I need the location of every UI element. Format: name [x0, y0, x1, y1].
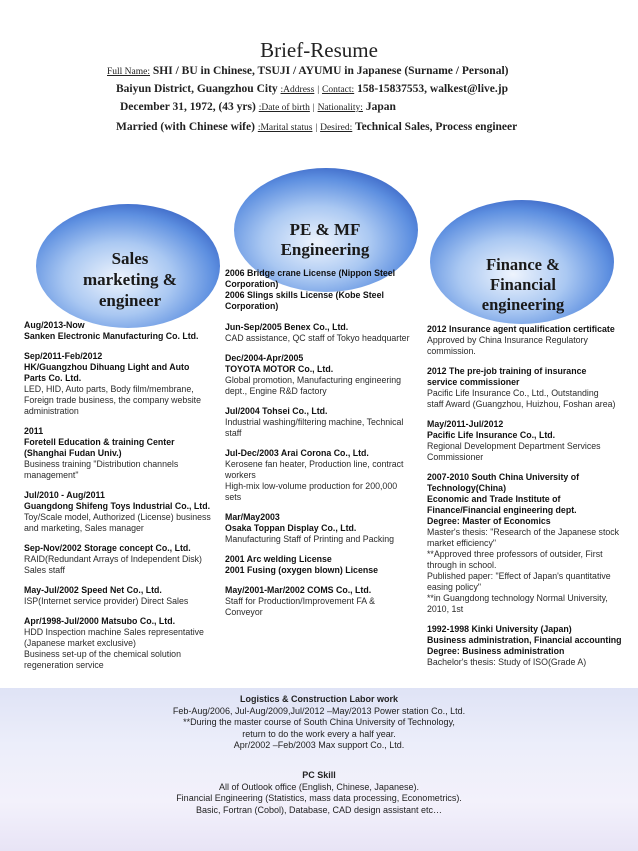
entry-heading: Corporation)	[225, 279, 279, 289]
entry-text: LED, HID, Auto parts, Body film/membrane,	[24, 384, 194, 394]
entry-text: **in Guangdong technology Normal University,	[427, 593, 608, 603]
engineering-title-line1: PE & MF	[289, 220, 361, 239]
entry-text: Business set-up of the chemical solution	[24, 649, 181, 659]
marital-label: :Marital status	[257, 123, 313, 133]
pc-skill-heading: PC Skill	[302, 770, 336, 780]
logistics-line: return to do the work every a half year.	[242, 728, 396, 739]
entry-heading: Jul-Dec/2003 Arai Corona Co., Ltd.	[225, 448, 369, 458]
nationality-label: Nationality:	[317, 103, 363, 113]
spacer	[427, 615, 627, 624]
entry-text: staff Award (Guangzhou, Huizhou, Foshan area)	[427, 399, 616, 409]
entry-text: Bachelor's thesis: Study of ISO(Grade A)	[427, 657, 587, 667]
sales-experience-list	[24, 320, 220, 671]
entry-heading: 2006 Bridge crane License (Nippon Steel	[225, 268, 396, 278]
entry-text: Published paper: "Effect of Japan's quantitative	[427, 571, 611, 581]
spacer	[24, 576, 220, 585]
spacer	[24, 481, 220, 490]
spacer	[225, 397, 420, 406]
sales-title-line3: engineer	[98, 291, 162, 310]
spacer	[225, 503, 420, 512]
page-title: Brief-Resume	[260, 38, 378, 62]
entry-text: Industrial washing/filtering machine, Technical	[225, 417, 404, 427]
entry-heading: Osaka Toppan Display Co., Ltd.	[225, 523, 357, 533]
spacer	[427, 357, 627, 366]
entry-heading: May-Jul/2002 Speed Net Co., Ltd.	[24, 585, 162, 595]
entry-heading: Dec/2004-Apr/2005	[225, 353, 304, 363]
entry-text: Commissioner	[427, 452, 484, 462]
entry-text: Approved by China Insurance Regulatory	[427, 335, 588, 345]
entry-text: Manufacturing Staff of Printing and Packing	[225, 534, 395, 544]
finance-bubble-title	[458, 255, 588, 315]
entry-heading: Degree: Business administration	[427, 646, 565, 656]
logistics-section	[0, 694, 638, 752]
entry-heading: Mar/May2003	[225, 512, 280, 522]
entry-heading: 2011	[24, 426, 44, 436]
entry-text: administration	[24, 406, 79, 416]
entry-heading: Jul/2010 - Aug/2011	[24, 490, 105, 500]
entry-heading: Technology(China)	[427, 483, 507, 493]
nationality-value: Japan	[365, 101, 396, 113]
finance-experience-list	[427, 324, 627, 668]
pc-skill-line: Basic, Fortran (Cobol), Database, CAD design assistant etc…	[195, 804, 443, 815]
sales-title-line1: Sales	[111, 249, 149, 268]
desired-value: Technical Sales, Process engineer	[354, 121, 518, 133]
entry-heading: Aug/2013-Now	[24, 320, 85, 330]
pc-skill-line: All of Outlook office (English, Chinese, Japanese).	[219, 781, 419, 792]
entry-heading: Sanken Electronic Manufacturing Co. Ltd.	[24, 331, 199, 341]
pc-skill-section	[0, 770, 638, 816]
header-line-name	[107, 65, 508, 77]
entry-heading: Foretell Education & training Center	[24, 437, 175, 447]
entry-heading: Sep-Nov/2002 Storage concept Co., Ltd.	[24, 543, 191, 553]
entry-heading: Sep/2011-Feb/2012	[24, 351, 103, 361]
entry-heading: Guangdong Shifeng Toys Industrial Co., Ltd.	[24, 501, 211, 511]
entry-heading: 2012 The pre-job training of insurance	[427, 366, 587, 376]
spacer	[427, 463, 627, 472]
entry-heading: Jun-Sep/2005 Benex Co., Ltd.	[225, 322, 349, 332]
header-line-birth	[120, 101, 396, 113]
entry-text: **Approved three professors of outsider, First	[427, 549, 603, 559]
entry-heading: Degree: Master of Economics	[427, 516, 551, 526]
header-line-marital	[116, 121, 517, 133]
entry-heading: Business administration, Financial accounting	[427, 635, 622, 645]
finance-title-line2: Financial	[489, 275, 556, 294]
entry-text: Toy/Scale model, Authorized (License) business	[24, 512, 211, 522]
engineering-bubble-title	[250, 220, 400, 260]
full-name-label: Full Name:	[107, 67, 151, 77]
logistics-heading: Logistics & Construction Labor work	[239, 694, 398, 704]
entry-text: ISP(Internet service provider) Direct Sales	[24, 596, 189, 606]
entry-heading: TOYOTA MOTOR Co., Ltd.	[225, 364, 334, 374]
entry-text: sets	[225, 492, 242, 502]
entry-heading: 2001 Fusing (oxygen blown) License	[225, 565, 379, 575]
entry-text: through in school.	[427, 560, 497, 570]
spacer	[225, 545, 420, 554]
entry-heading: 2001 Arc welding License	[225, 554, 332, 564]
entry-heading: Parts Co. Ltd.	[24, 373, 82, 383]
spacer	[24, 417, 220, 426]
entry-text: High-mix low-volume production for 200,000	[225, 481, 398, 491]
divider: |	[317, 85, 320, 95]
licenses-list	[225, 268, 420, 312]
entry-heading: Finance/Financial engineering dept.	[427, 505, 577, 515]
entry-text: RAID(Redundant Arrays of Independent Disk)	[24, 554, 202, 564]
entry-text: staff	[225, 428, 242, 438]
spacer	[24, 534, 220, 543]
header-line-address	[116, 83, 508, 95]
divider: |	[315, 123, 318, 133]
spacer	[225, 439, 420, 448]
contact-value: 158-15837553, walkest@live.jp	[357, 83, 508, 95]
engineering-title-line2: Engineering	[280, 240, 370, 259]
birth-value: December 31, 1972, (43 yrs)	[120, 101, 256, 113]
entry-heading: (Shanghai Fudan Univ.)	[24, 448, 122, 458]
entry-heading: Jul/2004 Tohsei Co., Ltd.	[225, 406, 328, 416]
entry-heading: Economic and Trade Institute of	[427, 494, 561, 504]
entry-text: Sales staff	[24, 565, 65, 575]
spacer	[225, 344, 420, 353]
desired-label: Desired:	[320, 123, 353, 133]
entry-text: market efficiency"	[427, 538, 496, 548]
entry-text: Business training "Distribution channels	[24, 459, 179, 469]
entry-heading: 2012 Insurance agent qualification certificate	[427, 324, 615, 334]
spacer	[24, 342, 220, 351]
entry-text: regeneration service	[24, 660, 104, 670]
entry-text: Master's thesis: "Research of the Japanese stock	[427, 527, 620, 537]
logistics-line: **During the master course of South China University of Technology,	[183, 717, 455, 727]
spacer	[225, 576, 420, 585]
logistics-line: Feb-Aug/2006, Jul-Aug/2009,Jul/2012 –May/2013 Power station Co., Ltd.	[172, 705, 466, 716]
full-name-value: SHI / BU in Chinese, TSUJI / AYUMU in Japanese (Surname / Personal)	[152, 65, 509, 77]
entry-text: Global promotion, Manufacturing engineering	[225, 375, 402, 385]
entry-text: Foreign trade business, the company website	[24, 395, 202, 405]
entry-text: Regional Development Department Services	[427, 441, 601, 451]
finance-title-line1: Finance &	[486, 255, 560, 274]
entry-heading: 2007-2010 South China University of	[427, 472, 580, 482]
entry-heading: 1992-1998 Kinki University (Japan)	[427, 624, 572, 634]
entry-heading: service commissioner	[427, 377, 520, 387]
entry-text: CAD assistance, QC staff of Tokyo headquarter	[225, 333, 410, 343]
entry-text: dept., Engine R&D factory	[225, 386, 327, 396]
entry-text: 2010, 1st	[427, 604, 464, 614]
entry-text: Conveyor	[225, 607, 263, 617]
entry-text: and marketing, Sales manager	[24, 523, 144, 533]
entry-text: commission.	[427, 346, 476, 356]
entry-text: Staff for Production/Improvement FA &	[225, 596, 375, 606]
entry-heading: May/2011-Jul/2012	[427, 419, 504, 429]
entry-text: HDD Inspection machine Sales representative	[24, 627, 204, 637]
entry-heading: Apr/1998-Jul/2000 Matsubo Co., Ltd.	[24, 616, 176, 626]
logistics-line: Apr/2002 –Feb/2003 Max support Co., Ltd.	[233, 740, 405, 750]
birth-label: :Date of birth	[258, 103, 310, 113]
entry-text: workers	[225, 470, 256, 480]
entry-heading: May/2001-Mar/2002 COMS Co., Ltd.	[225, 585, 372, 595]
spacer	[24, 607, 220, 616]
entry-heading: Pacific Life Insurance Co., Ltd.	[427, 430, 556, 440]
entry-heading: 2006 Slings skills License (Kobe Steel	[225, 290, 384, 300]
entry-text: easing policy"	[427, 582, 481, 592]
spacer	[427, 410, 627, 419]
marital-value: Married (with Chinese wife)	[116, 121, 255, 133]
entry-text: (Japanese market exclusive)	[24, 638, 136, 648]
entry-text: management"	[24, 470, 79, 480]
pc-skill-line: Financial Engineering (Statistics, mass data processing, Econometrics).	[176, 793, 462, 803]
entry-text: Pacific Life Insurance Co., Ltd., Outstanding	[427, 388, 599, 398]
address-value: Baiyun District, Guangzhou City	[116, 83, 278, 95]
entry-text: Kerosene fan heater, Production line, contract	[225, 459, 404, 469]
address-label: :Address	[280, 85, 315, 95]
finance-title-line3: engineering	[481, 295, 565, 314]
entry-heading: Corporation)	[225, 301, 279, 311]
contact-label: Contact:	[321, 85, 355, 95]
divider: |	[312, 103, 315, 113]
sales-bubble-title	[60, 248, 200, 311]
sales-title-line2: marketing &	[83, 270, 177, 289]
engineering-experience-list	[225, 322, 420, 618]
entry-heading: HK/Guangzhou Dihuang Light and Auto	[24, 362, 190, 372]
